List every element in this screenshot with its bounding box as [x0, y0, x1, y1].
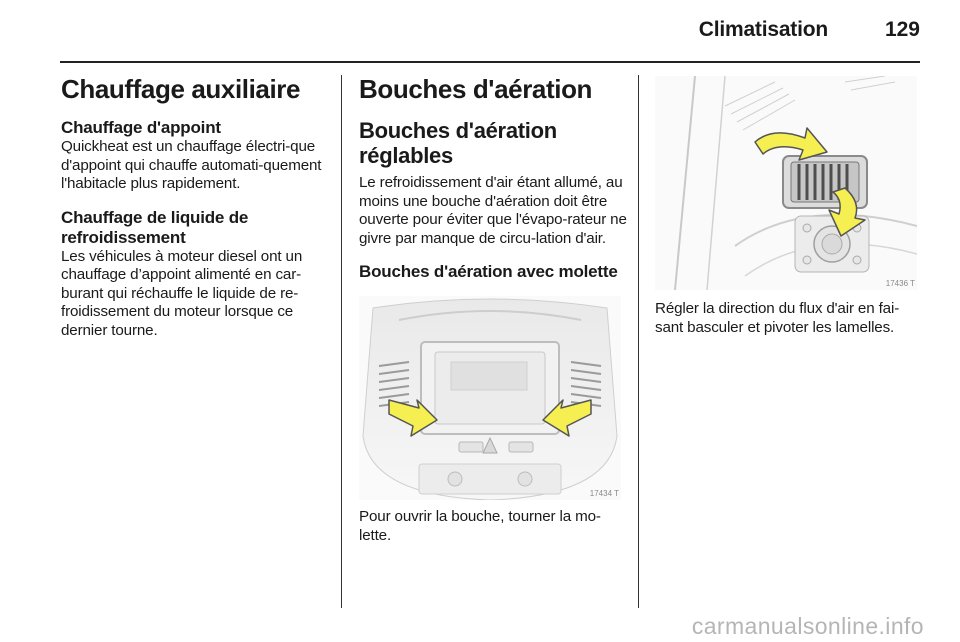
subsection-title: Chauffage d'appoint [61, 118, 221, 137]
paragraph: Les véhicules à moteur diesel ont un chauffage d’appoint alimenté en car-burant qui réchauffe le liquide de re-froidissement du moteur lorsque ce dernier tourne. [61, 247, 303, 339]
figure-code: 17434 T [589, 489, 619, 498]
column-left [61, 70, 329, 340]
figure-caption: Pour ouvrir la bouche, tourner la mo-lette. [359, 508, 601, 544]
header-rule [60, 61, 920, 63]
figure-caption: Régler la direction du flux d'air en fai-sant basculer et pivoter les lamelles. [655, 300, 900, 336]
column-middle [359, 70, 627, 545]
paragraph: Le refroidissement d'air étant allumé, au moins une bouche d'aération doit être ouverte pour éviter que l'évapo-rateur ne givre par manque de circu-lation d'air. [359, 174, 627, 247]
watermark: carmanualsonline.info [691, 613, 924, 639]
column-right [655, 70, 925, 337]
dashboard-illustration-svg [359, 296, 621, 500]
figure-code: 17436 T [885, 279, 915, 288]
subsection-title: Chauffage de liquide de refroidissement [61, 207, 249, 247]
page-header-title: Climatisation [698, 18, 828, 41]
page-number: 129 [884, 18, 920, 41]
vent-louvre-illustration [655, 76, 917, 290]
vent-illustration-svg [655, 76, 917, 290]
paragraph: Quickheat est un chauffage électri-que d'appoint qui chauffe automati-quement l'habitacle plus rapidement. [61, 138, 322, 192]
subsection-heading: Bouches d'aération réglables [359, 118, 557, 168]
subsection-title: Bouches d'aération avec molette [359, 262, 618, 281]
column-divider [638, 75, 639, 608]
dashboard-vents-illustration [359, 296, 621, 500]
section-heading: Chauffage auxiliaire [61, 74, 301, 104]
section-heading: Bouches d'aération [359, 74, 593, 104]
column-divider [341, 75, 342, 608]
